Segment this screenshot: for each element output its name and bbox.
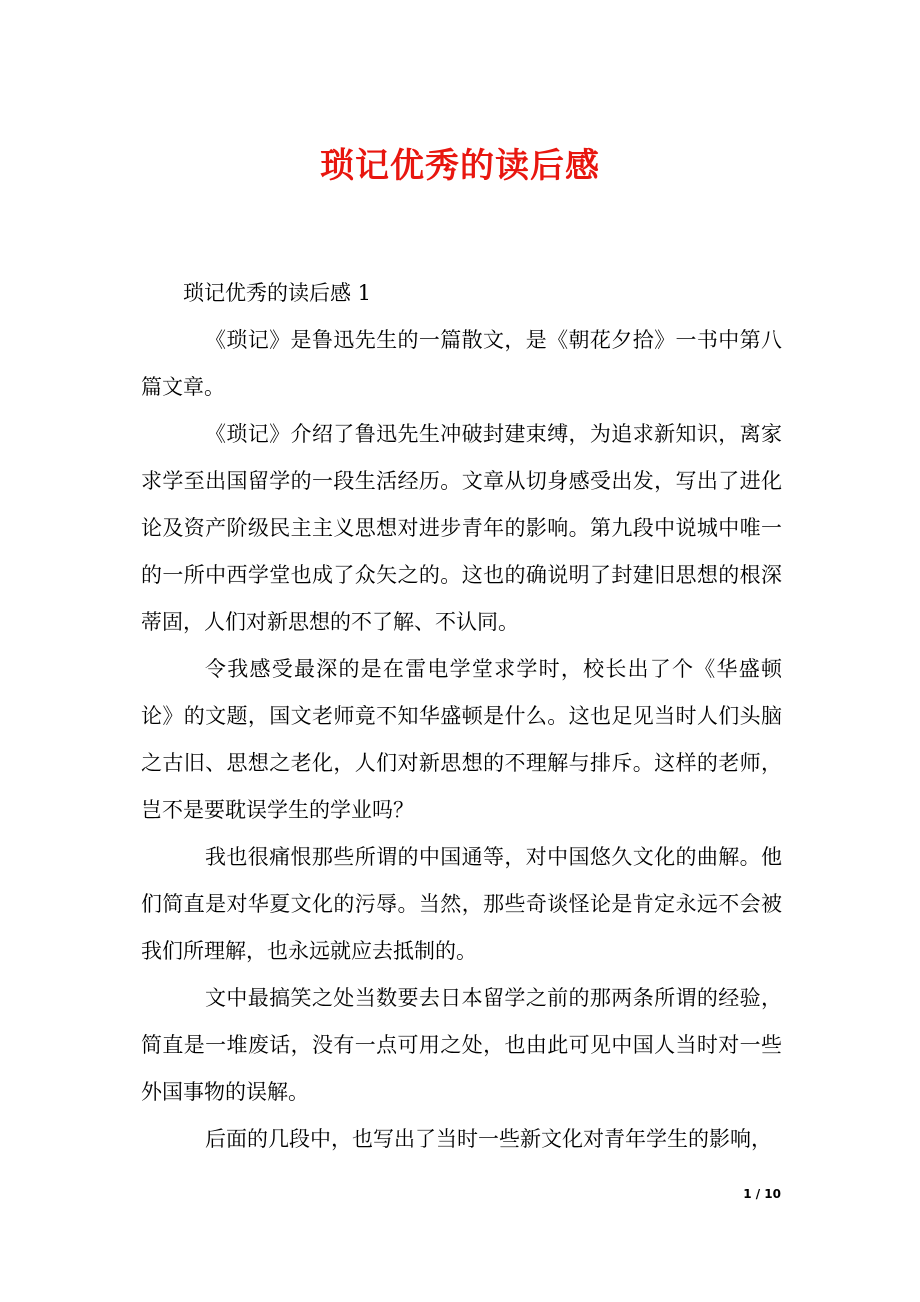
paragraph-3: 令我感受最深的是在雷电学堂求学时，校长出了个《华盛顿论》的文题，国文老师竟不知华盛顿是什么。这也足见当时人们头脑之古旧、思想之老化，人们对新思想的不理解与排斥。这样的老师，岂不是要耽误学生的学业吗？ <box>141 657 782 822</box>
document-title: 琐记优秀的读后感 <box>320 146 600 186</box>
section-subtitle: 琐记优秀的读后感 1 <box>183 281 372 305</box>
paragraph-2: 《琐记》介绍了鲁迅先生冲破封建束缚，为追求新知识，离家求学至出国留学的一段生活经历。文章从切身感受出发，写出了进化论及资产阶级民主主义思想对进步青年的影响。第九段中说城中唯一的一所中西学堂也成了众矢之的。这也的确说明了封建旧思想的根深蒂固，人们对新思想的不了解、不认同。 <box>141 422 782 634</box>
paragraph-6: 后面的几段中，也写出了当时一些新文化对青年学生的影响， <box>205 1127 772 1151</box>
page-number: 1 / 10 <box>743 1187 781 1201</box>
paragraph-1: 《琐记》是鲁迅先生的一篇散文，是《朝花夕拾》一书中第八篇文章。 <box>141 328 782 399</box>
paragraph-5: 文中最搞笑之处当数要去日本留学之前的那两条所谓的经验，简直是一堆废话，没有一点可用之处，也由此可见中国人当时对一些外国事物的误解。 <box>141 986 782 1104</box>
paragraph-4: 我也很痛恨那些所谓的中国通等，对中国悠久文化的曲解。他们简直是对华夏文化的污辱。当然，那些奇谈怪论是肯定永远不会被我们所理解，也永远就应去抵制的。 <box>141 845 782 963</box>
document-body <box>141 270 782 1163</box>
